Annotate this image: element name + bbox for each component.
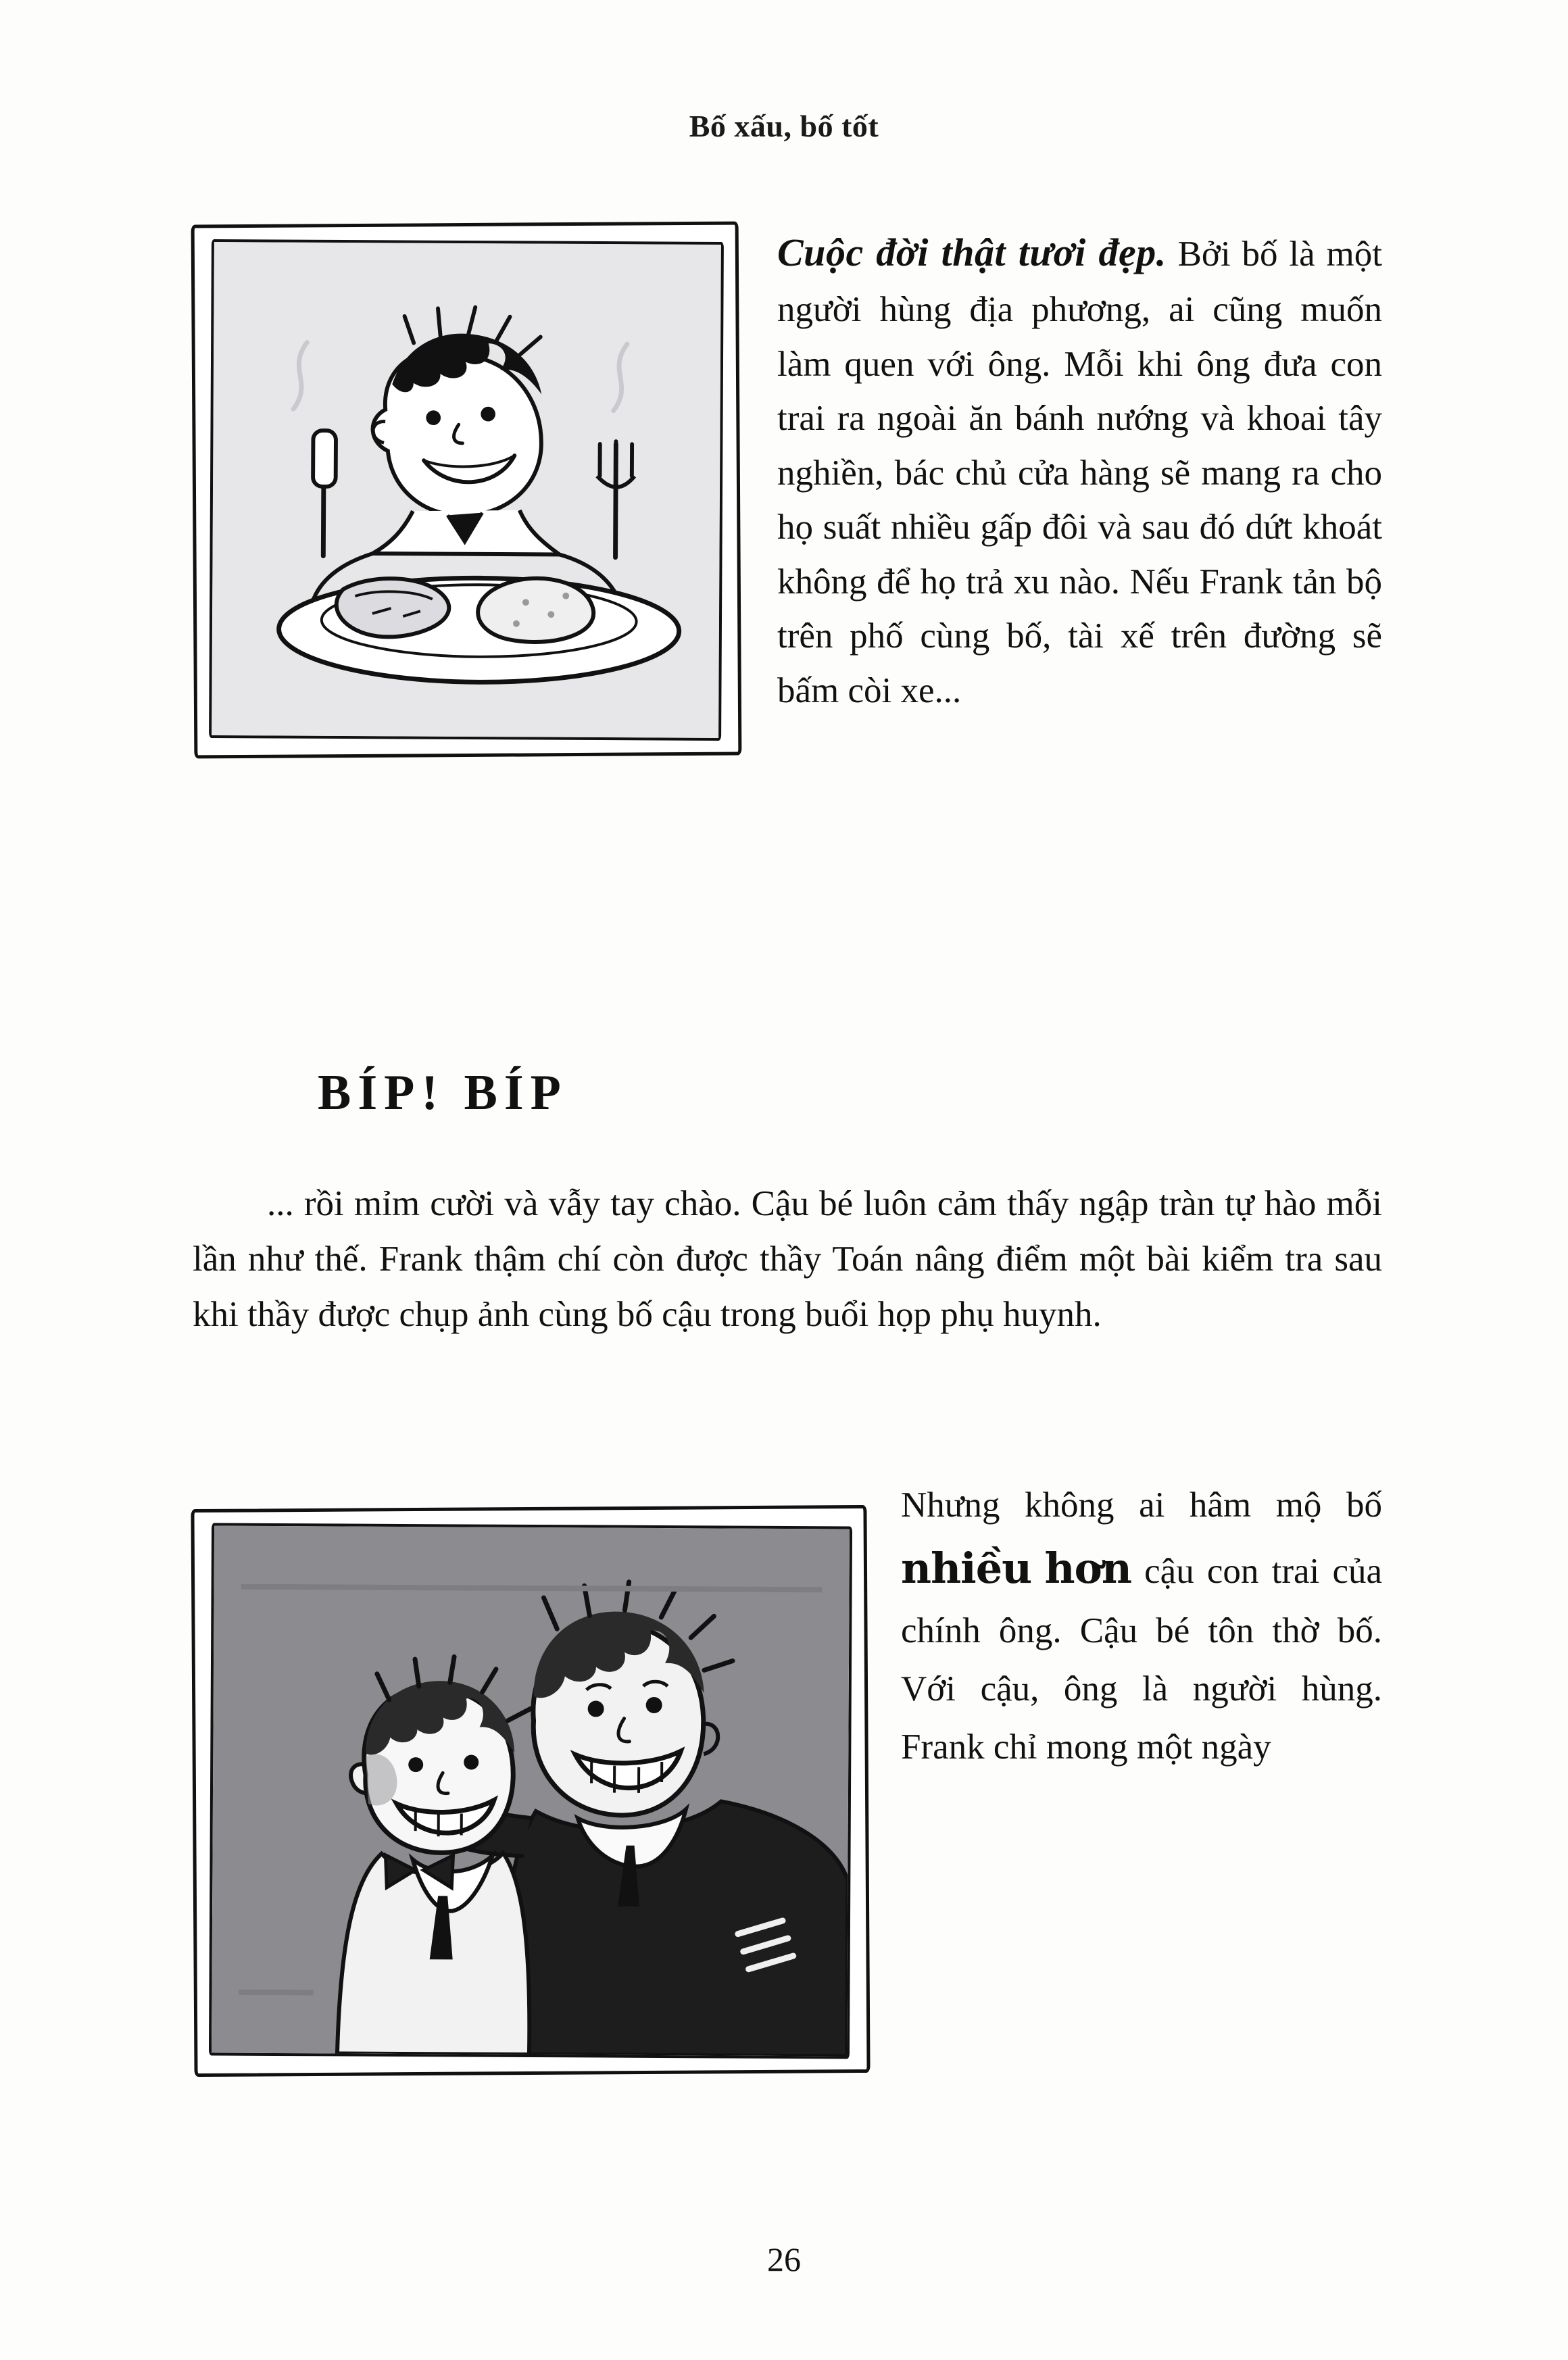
middle-text-block <box>193 1176 1382 1342</box>
illustration-boy-eating-pie-and-mash <box>193 223 740 757</box>
paragraph-two: ... rồi mỉm cười và vẫy tay chào. Cậu bé luôn cảm thấy ngập tràn tự hào mỗi lần như thế. Frank thậm chí còn được thầy Toán nâng điểm một bài kiểm tra sau khi thầy được chụp ảnh cùng bố cậu trong buổi họp phụ huynh. <box>193 1184 1382 1335</box>
lead-phrase: Cuộc đời thật tươi đẹp. <box>777 230 1167 274</box>
running-head: Bố xấu, bố tốt <box>689 109 879 143</box>
emphasis-hon: hơn <box>1044 1543 1131 1593</box>
page-number: 26 <box>767 2240 801 2278</box>
paragraph-one-rest: Bởi bố là một người hùng địa phương, ai cũng muốn làm quen với ông. Mỗi khi ông đưa con trai ra ngoài ăn bánh nướng và khoai tây nghiền, bác chủ cửa hàng sẽ mang ra cho họ suất nhiều gấp đôi và sau đó dứt khoát không để họ trả xu nào. Nếu Frank tản bộ trên phố cùng bố, tài xế trên đường sẽ bấm còi xe... <box>777 235 1382 710</box>
illustration-father-and-son-photo <box>193 1507 868 2075</box>
top-text-block <box>193 223 1382 769</box>
paragraph-three-part-two: cậu con trai của chính ông. Cậu bé tôn thờ bố. Với cậu, ông là người hùng. Frank chỉ mong một ngày <box>901 1551 1382 1767</box>
illustration-artwork-2 <box>212 1526 850 2057</box>
sound-effect-line: BÍP! BÍP <box>318 1065 568 1121</box>
bottom-text-block <box>193 1477 1382 2075</box>
paragraph-three-part-one: Nhưng không ai hâm mộ bố <box>901 1485 1382 1525</box>
emphasis-nhieu: nhiều <box>901 1543 1032 1593</box>
illustration-frame-inner-2 <box>209 1523 852 2059</box>
illustration-frame-inner <box>209 239 724 741</box>
illustration-artwork-1 <box>212 242 721 738</box>
